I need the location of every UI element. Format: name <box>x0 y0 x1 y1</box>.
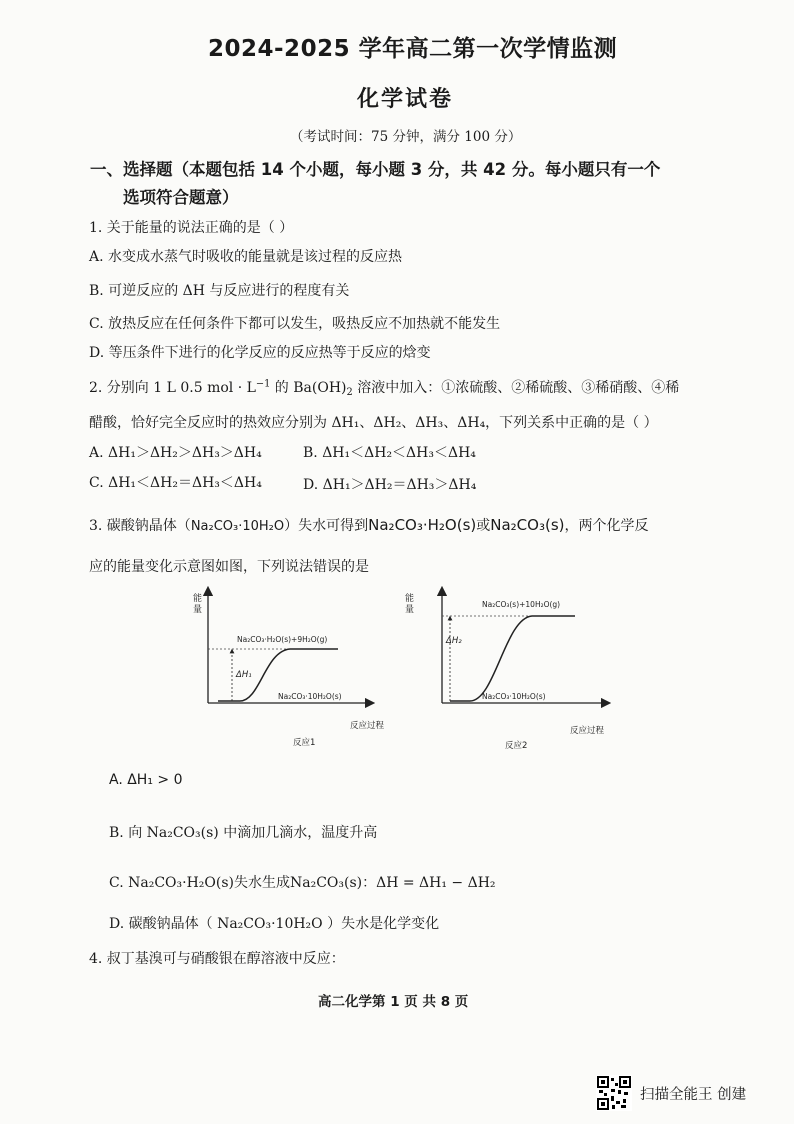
q2-stem-post: 溶液中加入：①浓硫酸、②稀硫酸、③稀硝酸、④稀 <box>352 380 680 396</box>
q3-line1-formula2: Na₂CO₃·H₂O(s) <box>368 516 477 534</box>
fig1-ylabel-2: 量 <box>193 605 203 615</box>
q2-stem: 2. 分别向 1 L 0.5 mol · $L^{-1}$ 的 $Ba(OH)_2$ 溶液中加入：①浓硫酸、②稀硫酸、③稀硝酸、④稀 <box>89 378 680 398</box>
q2-option-d: D. ΔH₁＞ΔH₂＝ΔH₃＞ΔH₄ <box>303 477 477 493</box>
q3-option-a: A. ΔH₁ > 0 <box>109 772 183 788</box>
q1-option-c: C. 放热反应在任何条件下都可以发生，吸热反应不加热就不能发生 <box>89 316 501 332</box>
fig1-ylabel-1: 能 <box>193 594 203 604</box>
q2-stem-line2: 醋酸，恰好完全反应时的热效应分别为 ΔH₁、ΔH₂、ΔH₃、ΔH₄，下列关系中正确的是（ ） <box>89 415 658 431</box>
q2-stem-mid: 的 Ba(OH) <box>270 380 347 396</box>
energy-diagrams-figure <box>180 585 620 755</box>
q2-option-c: C. ΔH₁＜ΔH₂＝ΔH₃＜ΔH₄ <box>89 475 262 491</box>
fig2-xlabel: 反应过程 <box>570 726 605 736</box>
fig1-xlabel: 反应过程 <box>350 721 385 731</box>
q3-stem-line1 <box>89 515 649 535</box>
q2-option-b: B. ΔH₁＜ΔH₂＜ΔH₃＜ΔH₄ <box>303 445 476 461</box>
fig2-ylabel-2: 量 <box>405 605 415 615</box>
fig2-ylabel-1: 能 <box>405 594 415 604</box>
q3-line1-or: 或 <box>476 518 491 534</box>
q2-stem-sup: −1 <box>255 378 271 390</box>
q2-option-a: A. ΔH₁＞ΔH₂＞ΔH₃＞ΔH₄ <box>89 445 262 461</box>
q3-option-d: D. 碳酸钠晶体（ Na₂CO₃·10H₂O ）失水是化学变化 <box>109 916 440 932</box>
q2-stem-pre: 2. 分别向 1 L 0.5 mol · L <box>89 380 256 396</box>
q3-option-b: B. 向 Na₂CO₃(s) 中滴加几滴水，温度升高 <box>109 825 378 841</box>
q3-line1-formula: Na₂CO₃·10H₂O <box>190 519 285 534</box>
fig1-bottom-label: Na₂CO₃·10H₂O(s) <box>278 692 342 701</box>
q4-stem: 4. 叔丁基溴可与硝酸银在醇溶液中反应： <box>89 951 345 967</box>
fig1-top-label: Na₂CO₃·H₂O(s)+9H₂O(g) <box>237 635 328 644</box>
scanner-watermark: 扫描全能王 创建 <box>640 1087 747 1103</box>
fig1-dh-label: ΔH₁ <box>236 670 252 680</box>
q3-line1-mid: ）失水可得到 <box>284 518 369 534</box>
q3-line1-pre: 3. 碳酸钠晶体（ <box>89 518 191 534</box>
exam-info: （考试时间：75 分钟，满分 100 分） <box>290 129 522 145</box>
q1-stem: 1. 关于能量的说法正确的是（ ） <box>89 220 294 236</box>
q3-line1-post: ，两个化学反 <box>564 518 649 534</box>
q3-stem-line2: 应的能量变化示意图如图，下列说法错误的是 <box>89 559 369 575</box>
section-heading-line2: 选项符合题意） <box>123 188 239 207</box>
section-heading-line1: 一、选择题（本题包括 14 个小题，每小题 3 分，共 42 分。每小题只有一个 <box>90 160 661 179</box>
fig2-bottom-label: Na₂CO₃·10H₂O(s) <box>482 692 546 701</box>
q1-option-a: A. 水变成水蒸气时吸收的能量就是该过程的反应热 <box>89 249 403 265</box>
fig2-top-label: Na₂CO₃(s)+10H₂O(g) <box>482 600 561 609</box>
fig2-dh-label: ΔH₂ <box>446 636 462 646</box>
q1-option-d: D. 等压条件下进行的化学反应的反应热等于反应的焓变 <box>89 345 431 361</box>
page-footer: 高二化学第 1 页 共 8 页 <box>318 994 469 1010</box>
qr-code-icon <box>596 1075 632 1111</box>
q3-line1-formula3: Na₂CO₃(s) <box>490 516 565 534</box>
fig2-caption: 反应2 <box>505 741 528 751</box>
exam-title: 2024-2025 学年高二第一次学情监测 <box>208 36 618 62</box>
q3-option-c: C. Na₂CO₃·H₂O(s)失水生成Na₂CO₃(s)：ΔH = ΔH₁ − ΔH₂ <box>109 875 496 891</box>
fig1-caption: 反应1 <box>293 738 316 748</box>
subject-title: 化学试卷 <box>357 87 454 112</box>
q1-option-b: B. 可逆反应的 ΔH 与反应进行的程度有关 <box>89 283 350 299</box>
